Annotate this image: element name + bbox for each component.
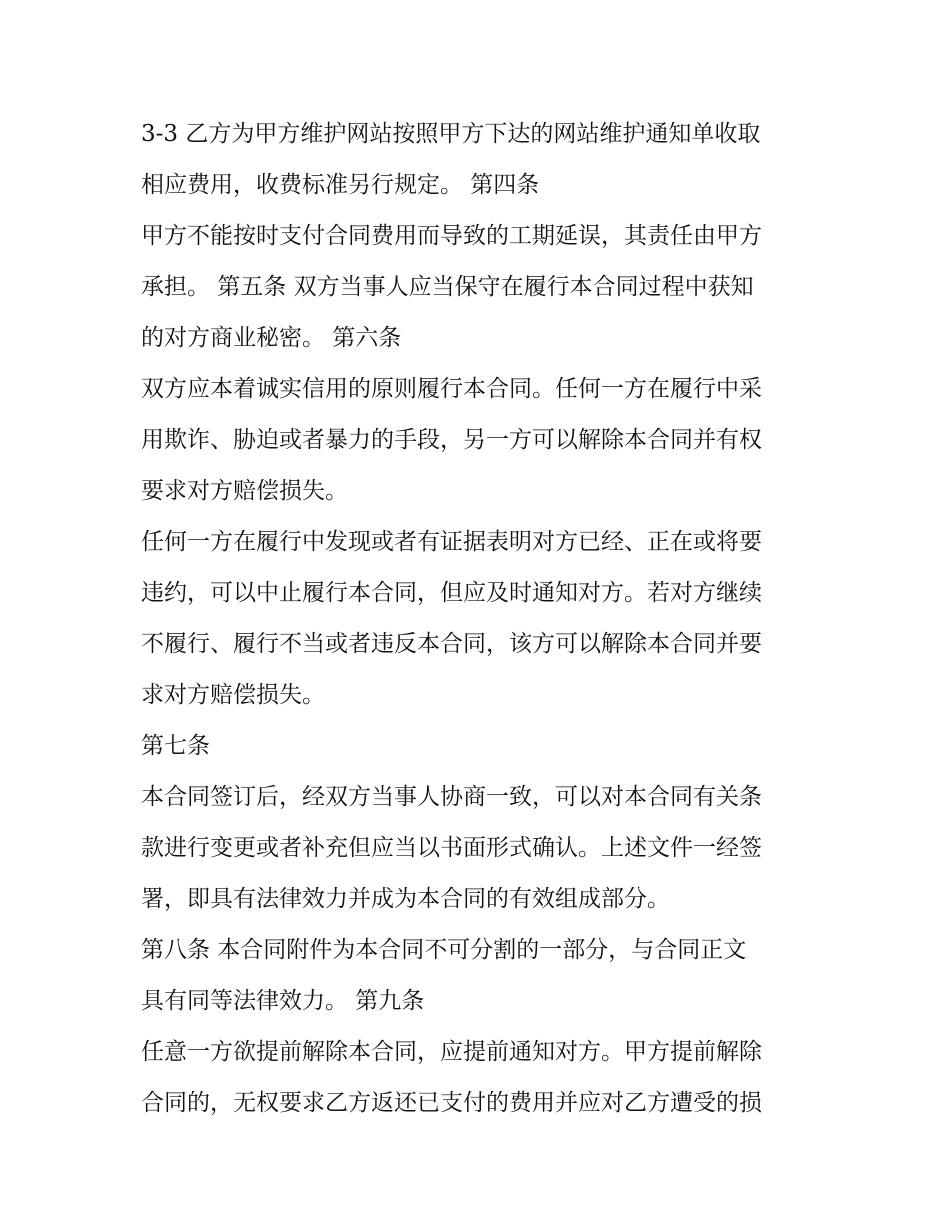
text-line: 相应费用，收费标准另行规定。 第四条 bbox=[141, 172, 540, 198]
text-line: 甲方不能按时支付合同费用而导致的工期延误，其责任由甲方 bbox=[141, 223, 762, 249]
paragraph-clause-4 bbox=[141, 211, 831, 364]
text-line: 任意一方欲提前解除本合同，应提前通知对方。甲方提前解除 bbox=[141, 1039, 762, 1065]
text-line: 3-3 乙方为甲方维护网站按照甲方下达的网站维护通知单收取 bbox=[141, 121, 761, 147]
text-line: 署，即具有法律效力并成为本合同的有效组成部分。 bbox=[141, 886, 670, 912]
text-line: 承担。 第五条 双方当事人应当保守在履行本合同过程中获知 bbox=[141, 274, 754, 300]
text-line: 的对方商业秘密。 第六条 bbox=[141, 325, 402, 351]
text-line: 本合同签订后，经双方当事人协商一致，可以对本合同有关条 bbox=[141, 784, 762, 810]
text-line: 第七条 bbox=[141, 733, 210, 759]
text-line: 任何一方在履行中发现或者有证据表明对方已经、正在或将要 bbox=[141, 529, 762, 555]
text-line: 求对方赔偿损失。 bbox=[141, 682, 325, 708]
text-line: 合同的，无权要求乙方返还已支付的费用并应对乙方遭受的损 bbox=[141, 1090, 762, 1116]
text-line: 款进行变更或者补充但应当以书面形式确认。上述文件一经签 bbox=[141, 835, 762, 861]
paragraph-clause-6-part-1 bbox=[141, 364, 831, 517]
paragraph-clause-7 bbox=[141, 772, 831, 925]
paragraph-clause-6-part-2 bbox=[141, 517, 831, 721]
heading-clause-7 bbox=[141, 721, 831, 772]
paragraph-clause-9 bbox=[141, 1027, 831, 1129]
text-line: 第八条 本合同附件为本合同不可分割的一部分，与合同正文 bbox=[141, 937, 747, 963]
text-line: 不履行、履行不当或者违反本合同，该方可以解除本合同并要 bbox=[141, 631, 762, 657]
paragraph-clause-8 bbox=[141, 925, 831, 1027]
text-line: 具有同等法律效力。 第九条 bbox=[141, 988, 425, 1014]
text-line: 用欺诈、胁迫或者暴力的手段，另一方可以解除本合同并有权 bbox=[141, 427, 762, 453]
text-line: 违约，可以中止履行本合同，但应及时通知对方。若对方继续 bbox=[141, 580, 762, 606]
text-line: 双方应本着诚实信用的原则履行本合同。任何一方在履行中采 bbox=[141, 376, 762, 402]
document-body bbox=[141, 109, 831, 1129]
text-line: 要求对方赔偿损失。 bbox=[141, 478, 348, 504]
paragraph-clause-3-3 bbox=[141, 109, 831, 211]
